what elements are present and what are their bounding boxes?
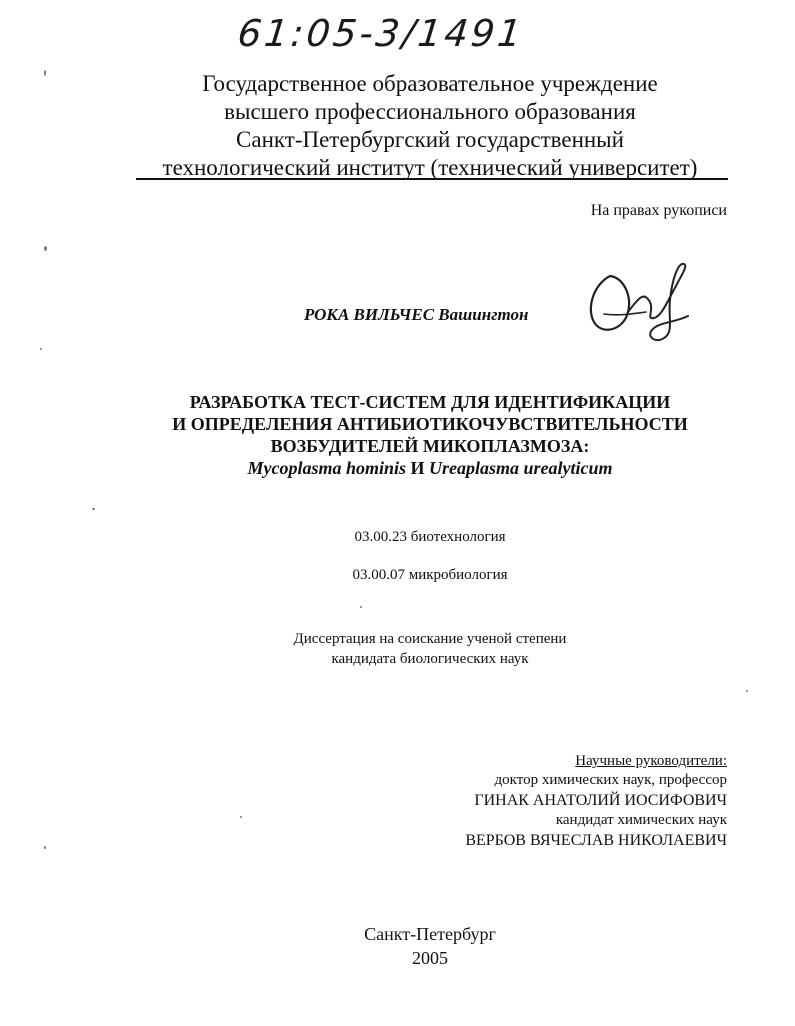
- species-conjunction: И: [410, 458, 425, 478]
- institution-line: высшего профессионального образования: [224, 99, 636, 124]
- place-and-year: [100, 922, 760, 970]
- specialty-microbiology: 03.00.07 микробиология: [352, 567, 508, 583]
- scan-speck: [44, 846, 46, 849]
- title-line: ВОЗБУДИТЕЛЕЙ МИКОПЛАЗМОЗА:: [270, 436, 590, 456]
- scan-speck: [360, 606, 362, 608]
- degree-line: кандидата биологических наук: [331, 651, 529, 667]
- institution-header: [100, 70, 760, 182]
- institution-line: технологический институт (технический университет): [162, 155, 698, 180]
- degree-statement: [100, 629, 760, 669]
- supervisors-caption: Научные руководители:: [575, 753, 727, 769]
- scan-speck: [40, 348, 42, 350]
- handwritten-archive-number: 61:05-3/1491: [235, 12, 527, 55]
- city: Санкт-Петербург: [364, 924, 496, 944]
- title-species-line: [100, 457, 760, 479]
- specialty-biotechnology: 03.00.23 биотехнология: [354, 529, 506, 545]
- institution-line: Санкт-Петербургский государственный: [236, 127, 624, 152]
- supervisor-1-name: ГИНАК АНАТОЛИЙ ИОСИФОВИЧ: [474, 792, 727, 809]
- species-ureaplasma: Ureaplasma urealyticum: [429, 458, 613, 478]
- scan-speck: [240, 816, 242, 818]
- year: 2005: [412, 948, 448, 968]
- title-line: РАЗРАБОТКА ТЕСТ-СИСТЕМ ДЛЯ ИДЕНТИФИКАЦИИ: [189, 392, 671, 412]
- degree-line: Диссертация на соискание ученой степени: [293, 631, 567, 647]
- scan-speck: [746, 690, 748, 692]
- scan-speck: [92, 508, 95, 510]
- author-name: РОКА ВИЛЬЧЕС Вашингтон: [304, 305, 529, 324]
- supervisor-2-name: ВЕРБОВ ВЯЧЕСЛАВ НИКОЛАЕВИЧ: [465, 832, 727, 849]
- supervisor-2-title: кандидат химических наук: [555, 812, 727, 828]
- author-signature: [584, 256, 694, 346]
- institution-line: Государственное образовательное учреждение: [202, 71, 658, 96]
- scan-speck: [44, 246, 47, 251]
- header-divider: [136, 178, 728, 180]
- rights-note: На правах рукописи: [590, 202, 727, 219]
- scan-speck: [44, 70, 46, 76]
- supervisors-block: [465, 752, 727, 851]
- title-line: И ОПРЕДЕЛЕНИЯ АНТИБИОТИКОЧУВСТВИТЕЛЬНОСТИ: [172, 414, 688, 434]
- supervisor-1-title: доктор химических наук, профессор: [494, 772, 727, 788]
- dissertation-title: [100, 391, 760, 479]
- species-mycoplasma: Mycoplasma hominis: [247, 458, 406, 478]
